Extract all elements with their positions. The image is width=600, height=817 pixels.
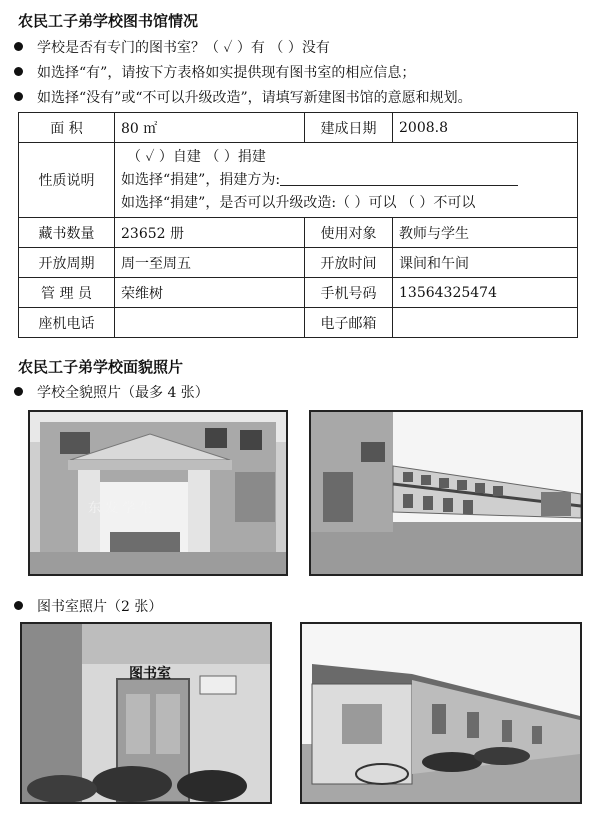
open-period-label: 开放周期: [19, 248, 115, 278]
landline-label: 座机电话: [19, 308, 115, 338]
email-value: [393, 308, 578, 338]
books-label: 藏书数量: [19, 218, 115, 248]
table-row: [19, 248, 578, 278]
nature-line2-wrap: [121, 169, 571, 192]
table-row: [19, 218, 578, 248]
bullet-has-library: 学校是否有专门的图书室？（ ✓ ）有 （ ）没有: [14, 37, 330, 57]
school-gate-photo: [28, 410, 288, 576]
phone-value: 13564325474: [393, 278, 578, 308]
users-label: 使用对象: [305, 218, 393, 248]
build-date-value: 2008.8: [393, 113, 578, 143]
library-sign-text: 图书室: [129, 666, 171, 682]
bullet-if-yes: 如选择“有”，请按下方表格如实提供现有图书室的相应信息；: [14, 62, 415, 82]
open-time-label: 开放时间: [305, 248, 393, 278]
bullet-if-no: 如选择“没有”或“不可以升级改造”，请填写新建图书馆的意愿和规划。: [14, 87, 472, 107]
nature-line2: 如选择“捐建”，捐建方为:: [121, 171, 281, 188]
library-building-photo: [300, 622, 582, 804]
admin-value: 荣维树: [115, 278, 305, 308]
open-time-value: 课间和午间: [393, 248, 578, 278]
users-value: 教师与学生: [393, 218, 578, 248]
photos-school-label: 学校全貌照片（最多 4 张）: [14, 382, 209, 402]
nature-line1: （ ✓ ）自建 （ ）捐建: [127, 148, 266, 165]
gate-sign-text: 东 发 学 生: [88, 501, 153, 516]
photos-library-label: 图书室照片（2 张）: [14, 596, 162, 616]
section2-title: 农民工子弟学校面貌照片: [18, 358, 184, 376]
admin-label: 管 理 员: [19, 278, 115, 308]
table-row: [19, 113, 578, 143]
build-date-label: 建成日期: [305, 113, 393, 143]
nature-line3: 如选择“捐建”，是否可以升级改造:（ ）可以 （ ）不可以: [121, 194, 476, 211]
landline-value: [115, 308, 305, 338]
library-info-table: [18, 112, 578, 338]
library-door-photo: [20, 622, 272, 804]
email-label: 电子邮箱: [305, 308, 393, 338]
school-building-photo: [309, 410, 583, 576]
area-label: 面 积: [19, 113, 115, 143]
table-row: [19, 308, 578, 338]
nature-cell: [115, 143, 578, 218]
donor-blank: [280, 173, 518, 186]
table-row: [19, 278, 578, 308]
section1-title: 农民工子弟学校图书馆情况: [18, 12, 199, 30]
table-row: [19, 143, 578, 218]
area-value: 80 ㎡: [115, 113, 305, 143]
open-period-value: 周一至周五: [115, 248, 305, 278]
books-value: 23652 册: [115, 218, 305, 248]
nature-label: 性质说明: [19, 143, 115, 218]
phone-label: 手机号码: [305, 278, 393, 308]
